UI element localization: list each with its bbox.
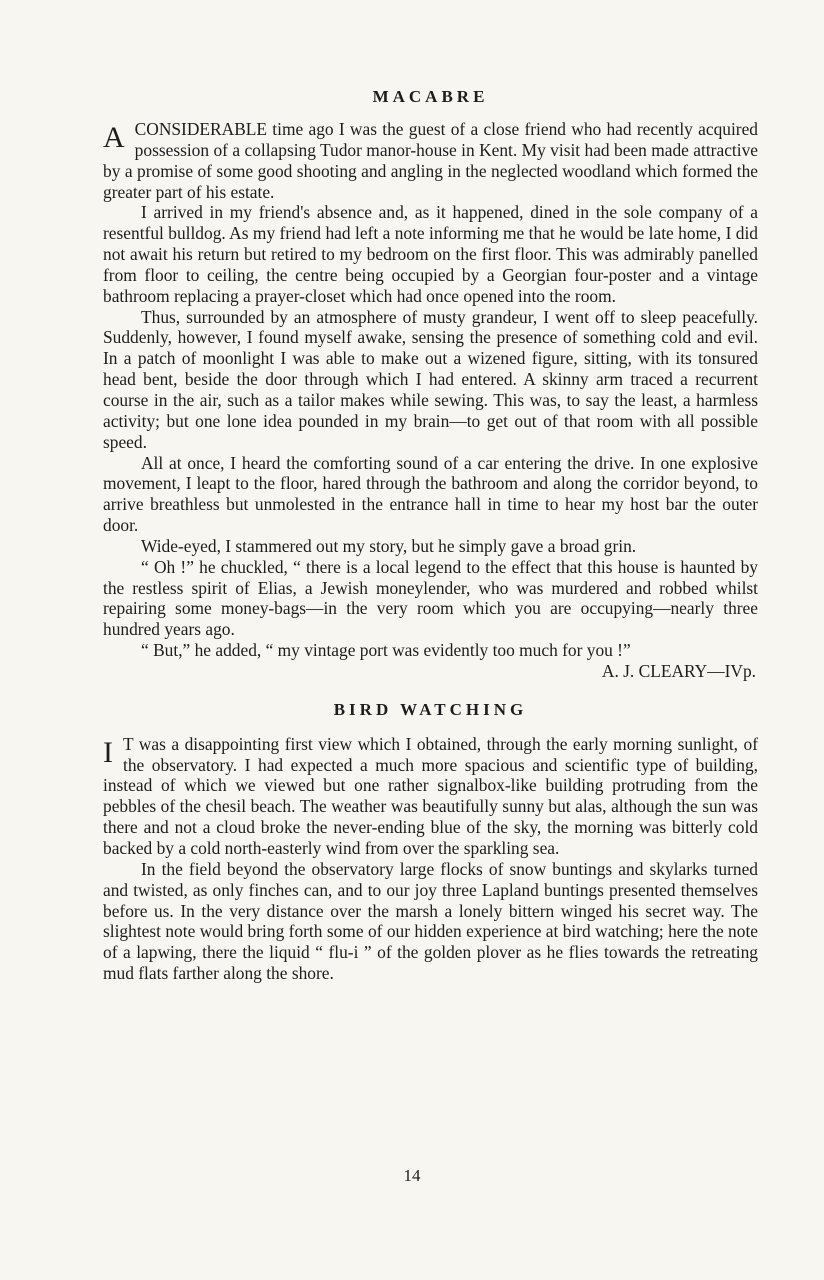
article1-paragraph-6: “ Oh !” he chuckled, “ there is a local legend to the effect that this house is haunted by the restless spirit of Elias, a Jewish moneylender, who was murdered and robbed whilst repairing some money-bags—in the very room which you are occupying—nearly three hundred years ago. — [103, 556, 758, 640]
paragraph-text: CONSIDERABLE time ago I was the guest of a close friend who had recently acquired possession of a collapsing Tudor manor-house in Kent. My visit had been made attractive by a promise of some good shooting and angling in the neglected woodland which formed the greater part of his estate. — [103, 119, 758, 202]
article-title-bird-watching: BIRD WATCHING — [333, 699, 528, 719]
drop-cap: I — [103, 735, 113, 769]
article2-paragraph-2: In the field beyond the observatory large flocks of snow buntings and skylarks turned and twisted, as only finches can, and to our joy three Lapland buntings presented themselves before us. In the very distance over the marsh a lonely bittern winged his secret way. The slightest note would bring forth some of our hidden experience at bird watching; here the note of a lapwing, there the liquid “ flu-i ” of the golden plover as he flies towards the retreating mud flats farther along the shore. — [103, 858, 758, 984]
article1-paragraph-4: All at once, I heard the comforting sound of a car entering the drive. In one explosive movement, I leapt to the floor, hared through the bathroom and along the corridor beyond, to arrive breathless but unmolested in the entrance hall in time to hear my host bar the outer door. — [103, 452, 758, 536]
page-body — [103, 85, 758, 984]
article1-paragraph-3: Thus, surrounded by an atmosphere of musty grandeur, I went off to sleep peacefully. Suddenly, however, I found myself awake, sensing the presence of something cold and evil. In a patch of moonlight I was able to make out a wizened figure, sitting, with its tonsured head bent, beside the door through which I had entered. A skinny arm traced a recurrent course in the air, such as a tailor makes while sewing. This was, to say the least, a harmless activity; but one lone idea pounded in my brain—to get out of that room with all possible speed. — [103, 306, 758, 452]
article2-paragraph-1 — [103, 734, 758, 859]
article-title-macabre: MACABRE — [372, 87, 489, 106]
drop-cap: A — [103, 121, 125, 154]
page-number: 14 — [403, 1166, 421, 1185]
article1-paragraph-7: “ But,” he added, “ my vintage port was evidently too much for you !” — [141, 640, 631, 661]
article1-paragraph-1 — [103, 119, 758, 202]
article1-paragraph-5: Wide-eyed, I stammered out my story, but he simply gave a broad grin. — [141, 535, 637, 556]
author-signature: A. J. CLEARY—IVp. — [601, 660, 756, 681]
article1-paragraph-2: I arrived in my friend's absence and, as it happened, dined in the sole company of a resentful bulldog. As my friend had left a note informing me that he would be late home, I did not await his return but retired to my bedroom on the first floor. This was admirably panelled from floor to ceiling, the centre being occupied by a Georgian four-poster and a vintage bathroom replacing a prayer-closet which had once opened into the room. — [103, 202, 758, 306]
paragraph-text: T was a disappointing first view which I obtained, through the early morning sunlight, of the observatory. I had expected a much more spacious and scientific type of building, instead of which we viewed but one rather signalbox-like building protruding from the pebbles of the chesil beach. The weather was beautifully sunny but alas, although the sun was there and not a cloud broke the never-ending blue of the sky, the morning was bitterly cold backed by a cold north-easterly wind from over the sparkling sea. — [103, 733, 758, 858]
